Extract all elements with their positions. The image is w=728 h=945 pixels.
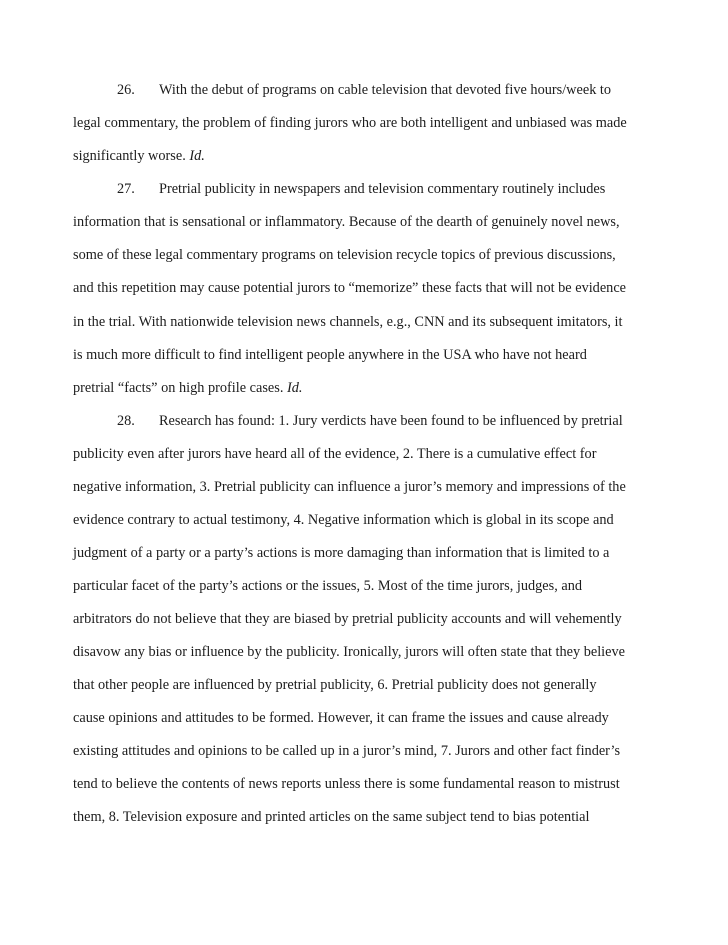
paragraph-28-line-7: arbitrators do not believe that they are biased by pretrial publicity accounts and will vehemently (73, 611, 622, 627)
paragraph-27-line-4: and this repetition may cause potential jurors to “memorize” these facts that will not be evidence (73, 280, 627, 296)
paragraph-27-line-7: pretrial “facts” on high profile cases. Id. (73, 380, 303, 396)
paragraph-28-line-12: tend to believe the contents of news reports unless there is some fundamental reason to mistrust (73, 776, 620, 792)
paragraph-28-line-9: that other people are influenced by pretrial publicity, 6. Pretrial publicity does not generally (73, 677, 597, 693)
paragraph-26-line-2: legal commentary, the problem of finding jurors who are both intelligent and unbiased was made (73, 115, 627, 131)
paragraph-number: 26. (117, 82, 135, 98)
paragraph-28-line-10: cause opinions and attitudes to be formed. However, it can frame the issues and cause already (73, 710, 609, 726)
paragraph-27-line-1 (117, 179, 633, 199)
paragraph-28-line-5: judgment of a party or a party’s actions is more damaging than information that is limited to a (73, 545, 610, 561)
paragraph-26-line-3: significantly worse. Id. (73, 148, 205, 164)
paragraph-28-line-6: particular facet of the party’s actions or the issues, 5. Most of the time jurors, judges, and (73, 578, 582, 594)
paragraph-text: Research has found: 1. Jury verdicts have been found to be influenced by pretrial (159, 413, 623, 429)
paragraph-28-line-13: them, 8. Television exposure and printed articles on the same subject tend to bias potential (73, 809, 590, 825)
paragraph-27-line-5: in the trial. With nationwide television news channels, e.g., CNN and its subsequent imitators, it (73, 314, 623, 330)
citation-id: Id. (189, 148, 205, 164)
paragraph-26-line-1 (117, 80, 633, 100)
paragraph-27-line-6: is much more difficult to find intelligent people anywhere in the USA who have not heard (73, 347, 587, 363)
paragraph-28-line-1 (117, 411, 633, 431)
paragraph-27-line-3: some of these legal commentary programs on television recycle topics of previous discussions, (73, 247, 616, 263)
paragraph-number: 27. (117, 181, 135, 197)
paragraph-number: 28. (117, 413, 135, 429)
paragraph-28-line-3: negative information, 3. Pretrial publicity can influence a juror’s memory and impressions of the (73, 479, 626, 495)
paragraph-28-line-11: existing attitudes and opinions to be called up in a juror’s mind, 7. Jurors and other fact finder’s (73, 743, 621, 759)
paragraph-text: Pretrial publicity in newspapers and television commentary routinely includes (159, 181, 606, 197)
paragraph-27-line-2: information that is sensational or inflammatory. Because of the dearth of genuinely novel news, (73, 214, 620, 230)
paragraph-28-line-8: disavow any bias or influence by the publicity. Ironically, jurors will often state that they believe (73, 644, 625, 660)
paragraph-28-line-2: publicity even after jurors have heard all of the evidence, 2. There is a cumulative effect for (73, 446, 597, 462)
citation-id: Id. (286, 380, 303, 396)
paragraph-text: With the debut of programs on cable television that devoted five hours/week to (159, 82, 612, 98)
paragraph-28-line-4: evidence contrary to actual testimony, 4. Negative information which is global in its scope and (73, 512, 614, 528)
